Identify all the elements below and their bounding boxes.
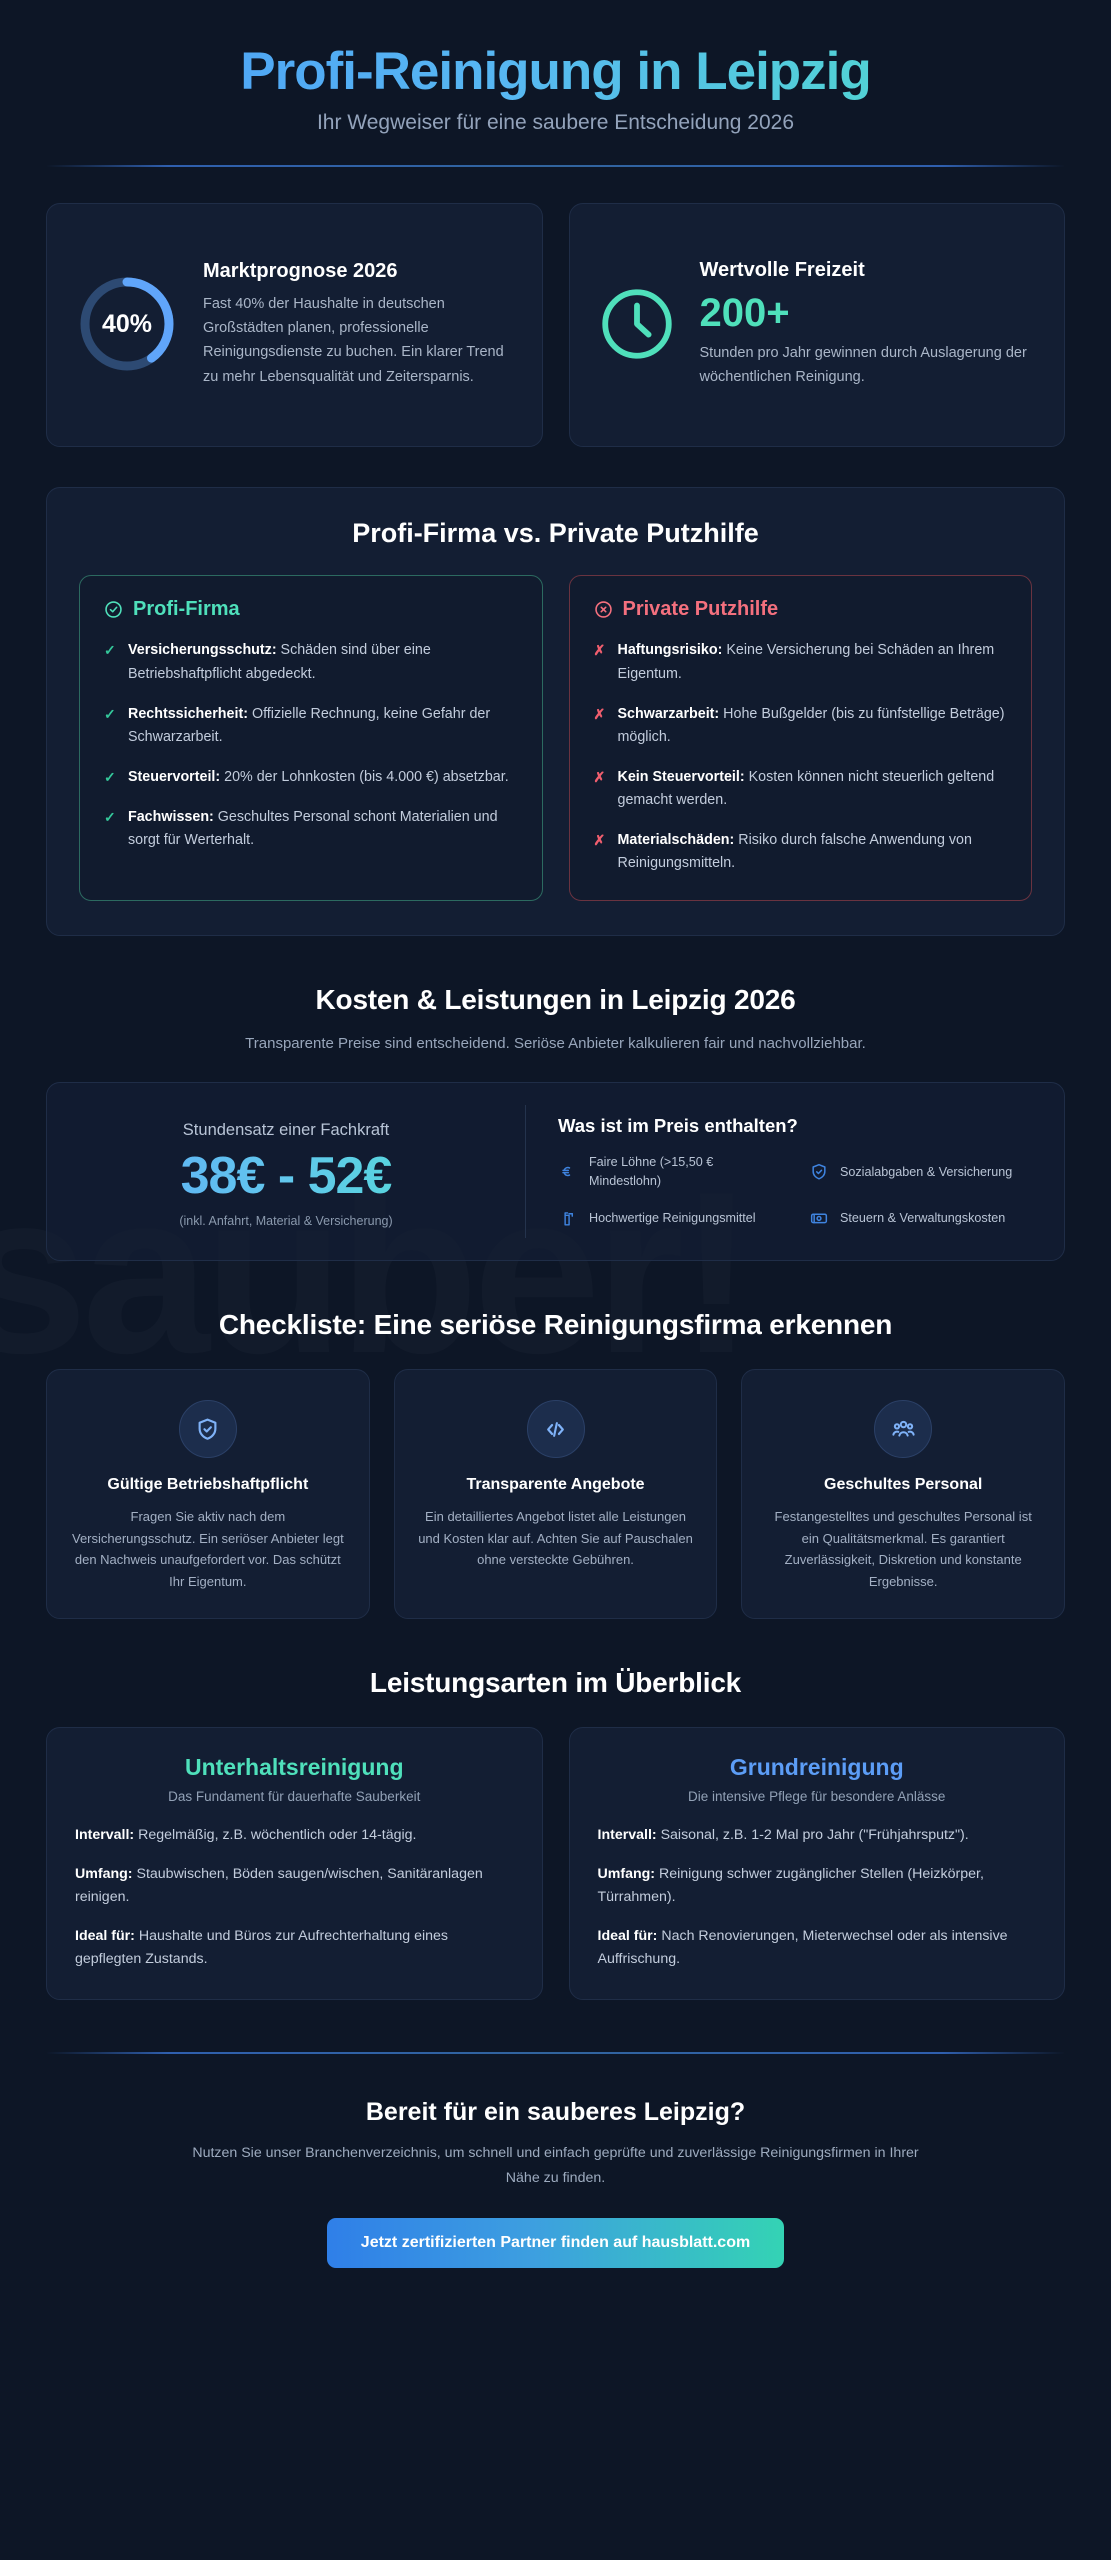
header-divider <box>46 165 1065 167</box>
included-item <box>558 1153 787 1190</box>
find-partner-button[interactable]: Jetzt zertifizierten Partner finden auf hausblatt.com <box>327 2218 784 2268</box>
item-label: Fachwissen: <box>128 809 214 826</box>
service-row <box>598 1925 1037 1971</box>
costs-subheading: Transparente Preise sind entscheidend. Seriöse Anbieter kalkulieren fair und nachvollziehbar. <box>245 1034 866 1052</box>
comparison-list-good <box>104 639 518 852</box>
price-note: (inkl. Anfahrt, Material & Versicherung) <box>179 1214 393 1229</box>
check-mark-icon: ✓ <box>104 705 116 722</box>
included-title: Was ist im Preis enthalten? <box>557 1115 798 1137</box>
row-label: Ideal für: <box>597 1928 658 1945</box>
price-included <box>525 1105 1064 1238</box>
included-item <box>558 1208 787 1228</box>
item-text: Kosten können nicht steuerlich geltend gemacht werden. <box>617 768 995 809</box>
services-heading: Leistungsarten im Überblick <box>369 1667 742 1699</box>
service-row <box>75 1824 514 1847</box>
checklist-title: Transparente Angebote <box>466 1476 645 1494</box>
clock-icon-wrap <box>596 283 678 365</box>
x-mark-icon: ✗ <box>593 642 606 659</box>
costs-heading: Kosten & Leistungen in Leipzig 2026 <box>315 983 796 1015</box>
list-item <box>104 703 518 749</box>
stat-text: Stunden pro Jahr gewinnen durch Auslagerung der wöchentlichen Reinigung. <box>699 345 1027 386</box>
clock-icon <box>596 283 678 365</box>
cta-title: Bereit für ein sauberes Leipzig? <box>365 2098 746 2127</box>
banknote-icon <box>809 1208 829 1228</box>
checklist-text: Ein detailliertes Angebot listet alle Leistungen und Kosten klar auf. Achten Sie auf Pauschalen ohne versteckte Gebühren. <box>418 1508 693 1568</box>
checklist-section <box>46 1309 1065 1619</box>
item-label: Rechtssicherheit: <box>128 705 248 722</box>
page-subtitle: Ihr Wegweiser für eine saubere Entscheidung 2026 <box>316 111 795 135</box>
row-label: Umfang: <box>75 1866 133 1883</box>
stats-row <box>46 203 1065 447</box>
price-value: 38€ - 52€ <box>67 1146 505 1206</box>
comparison-card-private-putzhilfe <box>569 575 1033 900</box>
stat-card-free-time <box>569 203 1066 447</box>
checklist-card-transparency <box>394 1369 718 1619</box>
included-text: Hochwertige Reinigungsmittel <box>588 1211 756 1226</box>
row-text: Regelmäßig, z.B. wöchentlich oder 14-tägig. <box>134 1827 417 1844</box>
item-text: Risiko durch falsche Anwendung von Reinigungsmitteln. <box>617 832 972 872</box>
stat-big-number: 200+ <box>699 291 790 335</box>
checklist-title: Geschultes Personal <box>824 1476 983 1494</box>
item-text: Geschultes Personal schont Materialien und sorgt für Werterhalt. <box>128 809 498 849</box>
list-item <box>594 766 1008 812</box>
included-text: Steuern & Verwaltungskosten <box>839 1211 1006 1226</box>
check-mark-icon: ✓ <box>104 768 116 785</box>
included-grid <box>558 1153 1038 1228</box>
check-circle-icon <box>104 600 123 619</box>
services-section <box>46 1667 1065 2000</box>
row-text: Nach Renovierungen, Mieterwechsel oder als intensive Auffrischung. <box>597 1928 1008 1968</box>
comparison-heading-label: Profi-Firma <box>133 598 240 621</box>
row-label: Intervall: <box>597 1827 657 1844</box>
row-text: Staubwischen, Böden saugen/wischen, Sanitäranlagen reinigen. <box>75 1866 483 1906</box>
price-card <box>46 1082 1065 1261</box>
comparison-columns <box>79 575 1032 900</box>
item-label: Steuervorteil: <box>128 768 221 785</box>
service-row <box>598 1863 1037 1909</box>
cta-section <box>46 2054 1065 2268</box>
list-item <box>104 766 518 789</box>
stat-title: Marktprognose 2026 <box>203 259 398 282</box>
list-item <box>104 639 518 685</box>
hero-header <box>46 0 1065 167</box>
checklist-heading: Checkliste: Eine seriöse Reinigungsfirma erkennen <box>218 1309 893 1341</box>
row-text: Haushalte und Büros zur Aufrechterhaltung eines gepflegten Zustands. <box>75 1928 449 1968</box>
list-item <box>594 829 1008 875</box>
comparison-heading-good <box>104 598 518 621</box>
service-card-unterhaltsreinigung <box>46 1727 543 2000</box>
service-row <box>598 1824 1037 1847</box>
costs-section <box>46 984 1065 1262</box>
service-title: Grundreinigung <box>729 1754 904 1781</box>
check-mark-icon: ✓ <box>104 809 116 826</box>
list-item <box>104 806 518 852</box>
row-label: Ideal für: <box>75 1928 135 1945</box>
checklist-grid <box>46 1369 1065 1619</box>
shield-check-icon <box>179 1400 237 1458</box>
item-label: Kein Steuervorteil: <box>617 768 745 785</box>
comparison-title: Profi-Firma vs. Private Putzhilfe <box>352 518 759 549</box>
users-group-icon <box>874 1400 932 1458</box>
included-item <box>809 1153 1038 1190</box>
services-grid <box>46 1727 1065 2000</box>
donut-center-label: 40% <box>101 310 153 339</box>
item-text: Schäden sind über eine Betriebshaftpflicht abgedeckt. <box>128 642 431 682</box>
checklist-card-liability <box>46 1369 370 1619</box>
code-brackets-icon <box>527 1400 585 1458</box>
x-circle-icon <box>594 600 613 619</box>
x-mark-icon: ✗ <box>593 832 606 849</box>
row-label: Umfang: <box>597 1866 656 1883</box>
cta-text: Nutzen Sie unser Branchenverzeichnis, um schnell und einfach geprüfte und zuverlässige Reinigungsfirmen in Ihrer Nähe zu finden. <box>192 2145 919 2186</box>
service-row <box>75 1925 514 1971</box>
item-text: Hohe Bußgelder (bis zu fünfstellige Beträge) möglich. <box>617 705 1005 745</box>
comparison-heading-label: Private Putzhilfe <box>622 598 779 621</box>
stat-card-market-forecast <box>46 203 543 447</box>
price-label: Stundensatz einer Fachkraft <box>182 1121 390 1140</box>
service-row <box>75 1863 514 1909</box>
checklist-text: Fragen Sie aktiv nach dem Versicherungsschutz. Ein seriöser Anbieter legt den Nachweis unaufgefordert vor. Das schützt Ihr Eigentum. <box>71 1508 344 1589</box>
row-label: Intervall: <box>75 1827 135 1844</box>
checklist-card-staff <box>741 1369 1065 1619</box>
item-label: Versicherungsschutz: <box>128 642 277 659</box>
donut-chart-wrap <box>73 270 181 378</box>
price-left <box>47 1105 525 1238</box>
euro-coin-icon <box>558 1162 578 1181</box>
item-label: Haftungsrisiko: <box>617 642 723 659</box>
stat-title: Wertvolle Freizeit <box>699 259 865 281</box>
item-text: Offizielle Rechnung, keine Gefahr der Schwarzarbeit. <box>128 705 491 745</box>
item-label: Materialschäden: <box>617 832 735 849</box>
row-text: Saisonal, z.B. 1-2 Mal pro Jahr ("Frühjahrsputz"). <box>656 1827 969 1844</box>
included-text: Faire Löhne (>15,50 € Mindestlohn) <box>588 1155 714 1188</box>
service-subtitle: Die intensive Pflege für besondere Anlässe <box>688 1789 946 1805</box>
list-item <box>594 639 1008 685</box>
service-subtitle: Das Fundament für dauerhafte Sauberkeit <box>168 1789 421 1805</box>
comparison-panel <box>46 487 1065 935</box>
item-label: Schwarzarbeit: <box>617 705 720 722</box>
row-text: Reinigung schwer zugänglicher Stellen (Heizkörper, Türrahmen). <box>597 1866 984 1906</box>
item-text: Keine Versicherung bei Schäden an Ihrem Eigentum. <box>617 642 995 682</box>
comparison-list-bad <box>594 639 1008 875</box>
donut-chart-40-percent <box>73 270 181 378</box>
check-mark-icon: ✓ <box>104 642 116 659</box>
included-item <box>809 1208 1038 1228</box>
comparison-heading-bad <box>594 598 1008 621</box>
item-text: 20% der Lohnkosten (bis 4.000 €) absetzbar. <box>220 768 509 785</box>
stat-text: Fast 40% der Haushalte in deutschen Großstädten planen, professionelle Reinigungsdienste zu buchen. Ein klarer Trend zu mehr Lebensqualität und Zeitersparnis. <box>203 295 504 385</box>
page-title: Profi-Reinigung in Leipzig <box>46 42 1065 101</box>
list-item <box>594 703 1008 749</box>
checklist-text: Festangestelltes und geschultes Personal ist ein Qualitätsmerkmal. Es garantiert Zuverlässigkeit, Diskretion und konstante Ergebnisse. <box>774 1508 1032 1589</box>
x-mark-icon: ✗ <box>593 768 606 785</box>
x-mark-icon: ✗ <box>593 705 606 722</box>
comparison-card-profi-firma <box>79 575 543 900</box>
included-text: Sozialabgaben & Versicherung <box>839 1164 1013 1179</box>
checklist-title: Gültige Betriebshaftpflicht <box>107 1476 309 1494</box>
shield-check-icon <box>809 1162 829 1182</box>
spray-bottle-icon <box>558 1209 578 1228</box>
service-title: Unterhaltsreinigung <box>184 1754 404 1781</box>
service-card-grundreinigung <box>569 1727 1066 2000</box>
